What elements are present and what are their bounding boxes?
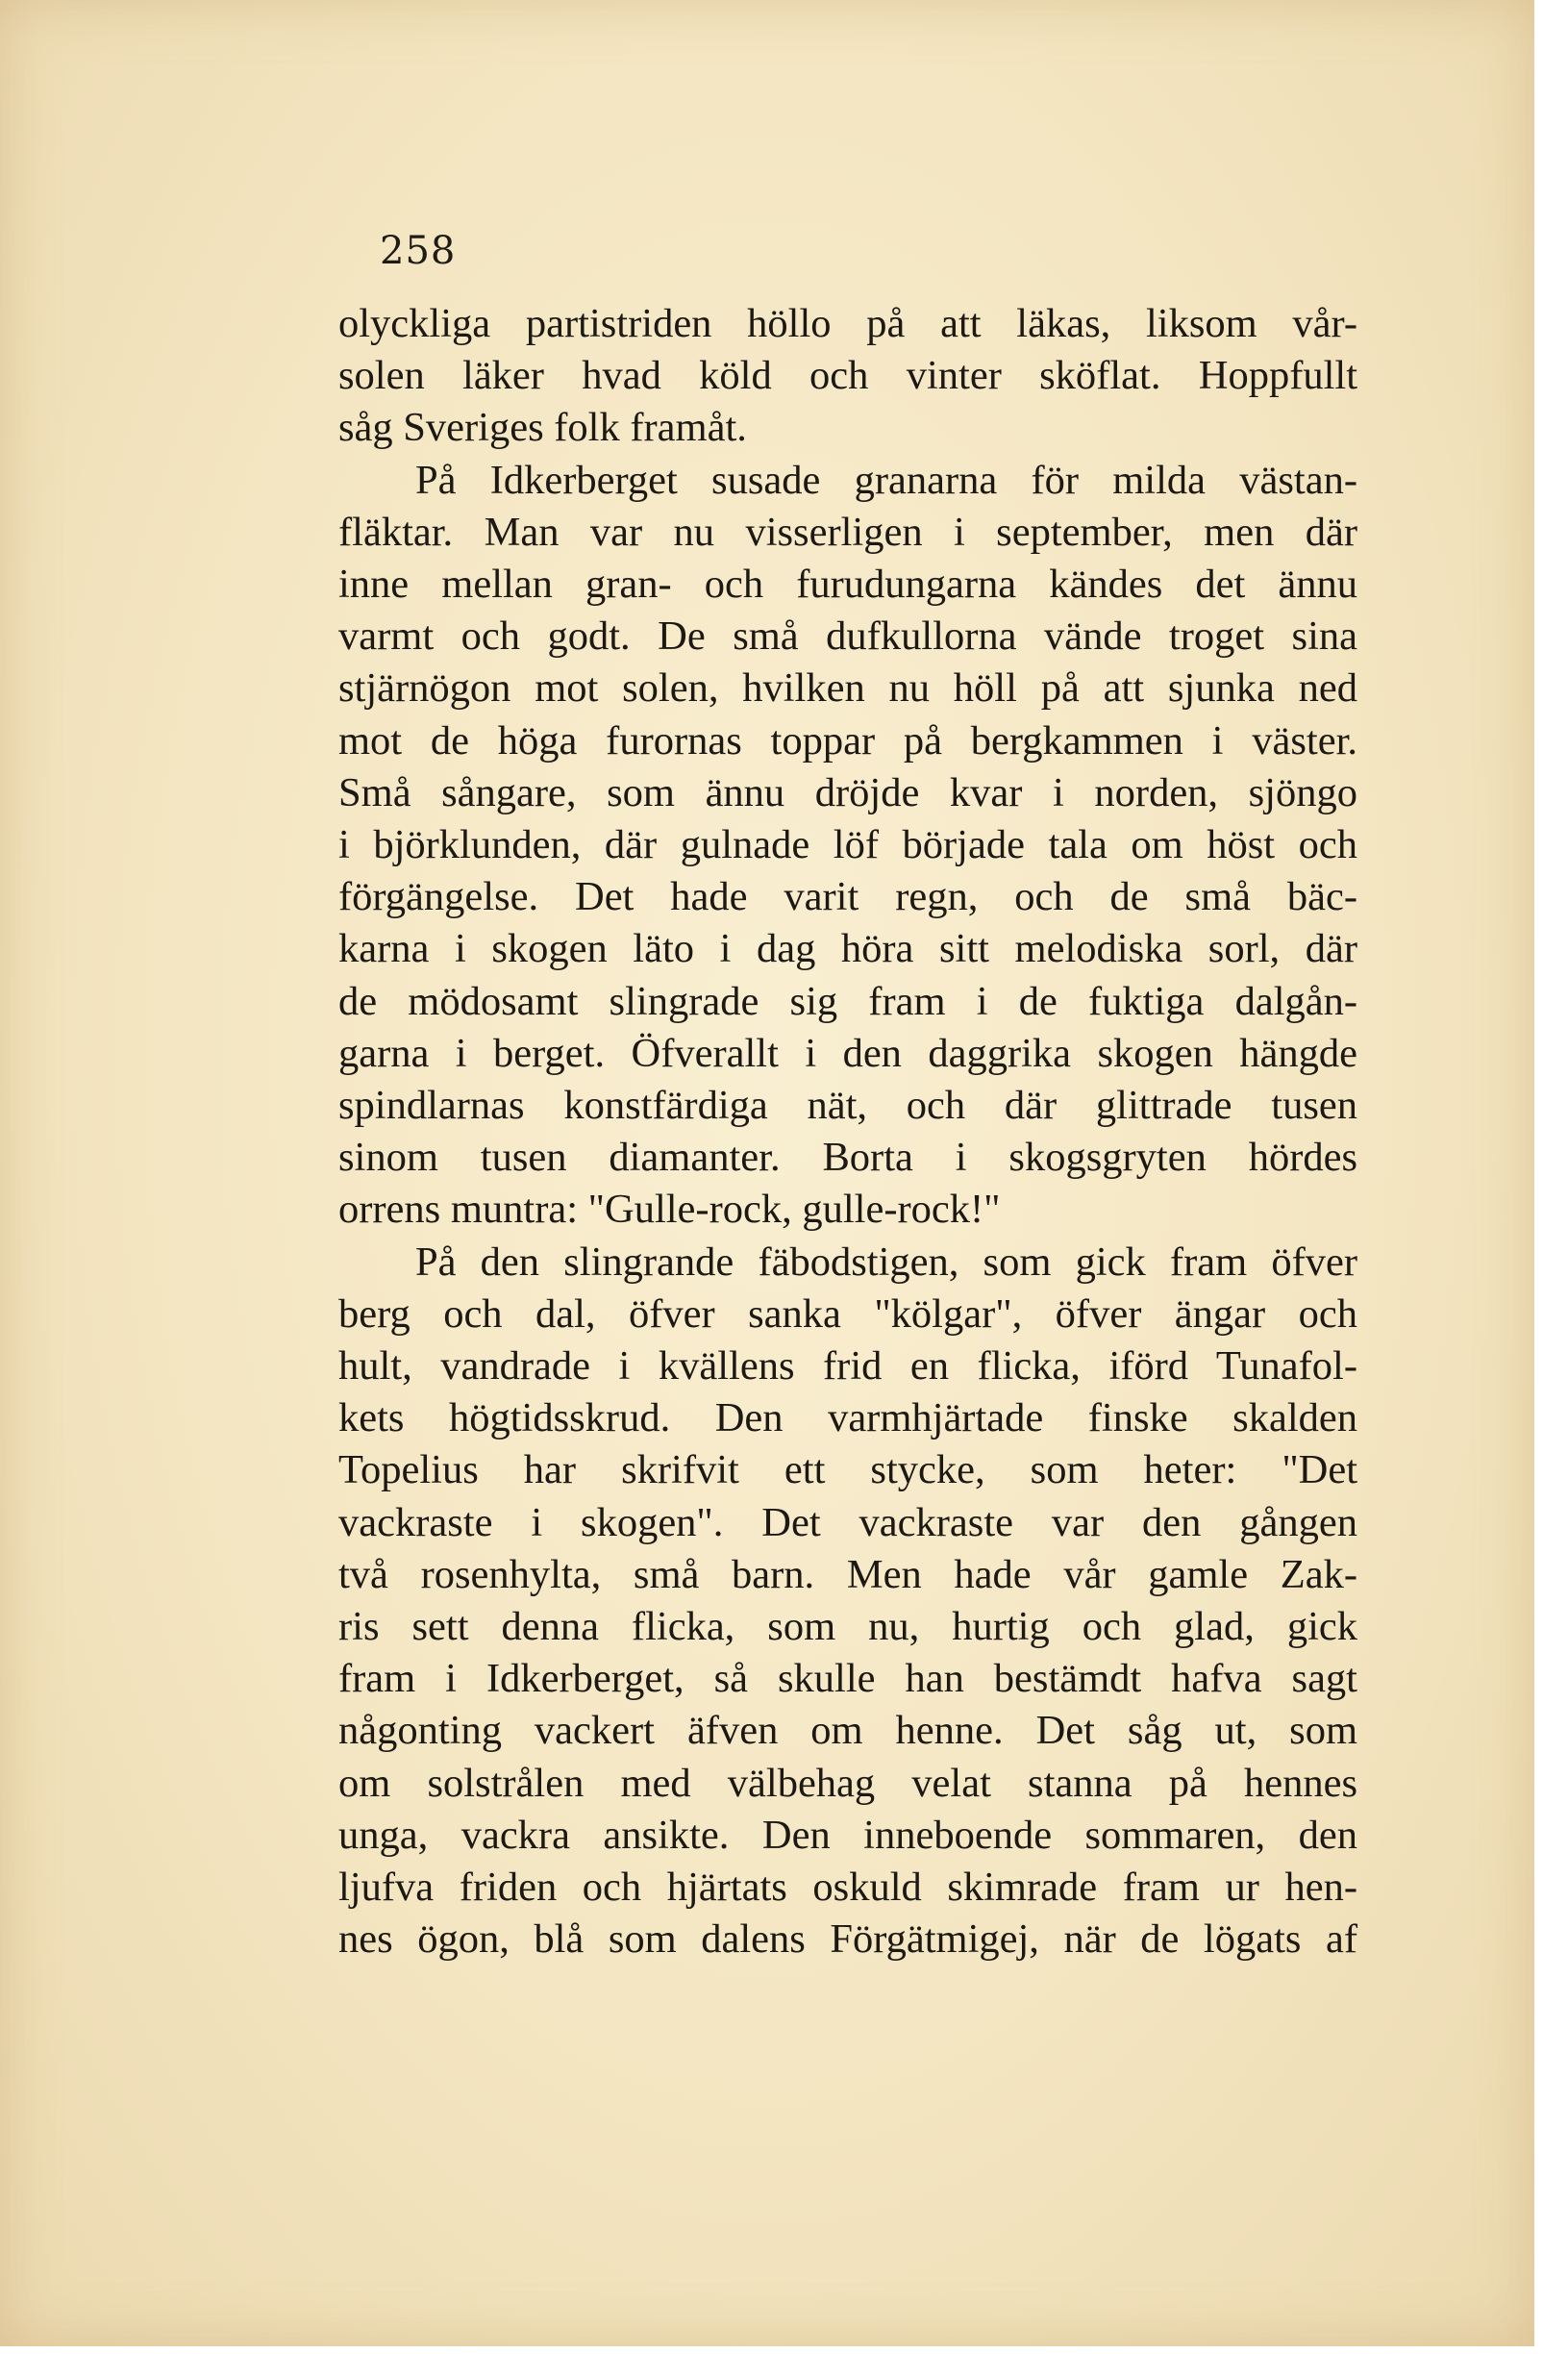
text-line: i björklunden, där gulnade löf började tala om höst och <box>338 822 1357 868</box>
text-line: ris sett denna flicka, som nu, hurtig och glad, gick <box>338 1604 1357 1650</box>
text-line: nes ögon, blå som dalens Förgätmigej, när de lögats af <box>338 1916 1357 1963</box>
text-line: På den slingrande fäbodstigen, som gick fram öfver <box>415 1239 1358 1285</box>
text-line: någonting vackert äfven om henne. Det såg ut, som <box>338 1708 1358 1754</box>
text-line: karna i skogen läto i dag höra sitt melodiska sorl, där <box>338 926 1357 972</box>
text-line: två rosenhylta, små barn. Men hade vår gamle Zak- <box>338 1551 1357 1597</box>
text-line: fram i Idkerberget, så skulle han bestämdt hafva sagt <box>338 1656 1357 1702</box>
text-line: stjärnögon mot solen, hvilken nu höll på att sjunka ned <box>338 665 1357 712</box>
text-line: ljufva friden och hjärtats oskuld skimrade fram ur hen- <box>338 1865 1358 1911</box>
text-line: unga, vackra ansikte. Den inneboende sommaren, den <box>338 1812 1358 1858</box>
text-line: sinom tusen diamanter. Borta i skogsgryten hördes <box>338 1135 1358 1181</box>
text-line: inne mellan gran- och furudungarna kändes det ännu <box>338 562 1358 608</box>
text-line: spindlarnas konstfärdiga nät, och där glittrade tusen <box>338 1083 1357 1129</box>
text-line: om solstrålen med välbehag velat stanna på hennes <box>338 1760 1358 1806</box>
text-line: Topelius har skrifvit ett stycke, som heter: "Det <box>338 1447 1358 1493</box>
text-line: orrens muntra: "Gulle-rock, gulle-rock!" <box>338 1187 1001 1233</box>
text-line: Små sångare, som ännu dröjde kvar i norden, sjöngo <box>338 769 1357 815</box>
text-line: På Idkerberget susade granarna för milda västan- <box>415 457 1357 503</box>
text-line: garna i berget. Öfverallt i den daggrika skogen hängde <box>338 1030 1358 1076</box>
text-line: berg och dal, öfver sanka "kölgar", öfver ängar och <box>338 1290 1357 1337</box>
text-line: de mödosamt slingrade sig fram i de fuktiga dalgån- <box>338 978 1358 1024</box>
text-line: förgängelse. Det hade varit regn, och de små bäc- <box>338 874 1358 920</box>
text-line: vackraste i skogen". Det vackraste var den gången <box>338 1499 1358 1545</box>
text-line: hult, vandrade i kvällens frid en flicka, iförd Tunafol- <box>338 1343 1358 1390</box>
text-line: mot de höga furornas toppar på bergkammen i väster. <box>338 717 1357 764</box>
page-number: 258 <box>380 229 457 273</box>
text-line: kets högtidsskrud. Den varmhjärtade finske skalden <box>338 1395 1357 1441</box>
body-text <box>338 298 1357 1966</box>
text-line: fläktar. Man var nu visserligen i september, men där <box>338 509 1357 555</box>
text-line: såg Sveriges folk framåt. <box>338 405 747 451</box>
text-line: olyckliga partistriden höllo på att läkas, liksom vår- <box>338 301 1357 346</box>
text-line: varmt och godt. De små dufkullorna vände troget sina <box>338 614 1358 660</box>
text-line: solen läker hvad köld och vinter sköflat. Hoppfullt <box>338 353 1358 399</box>
